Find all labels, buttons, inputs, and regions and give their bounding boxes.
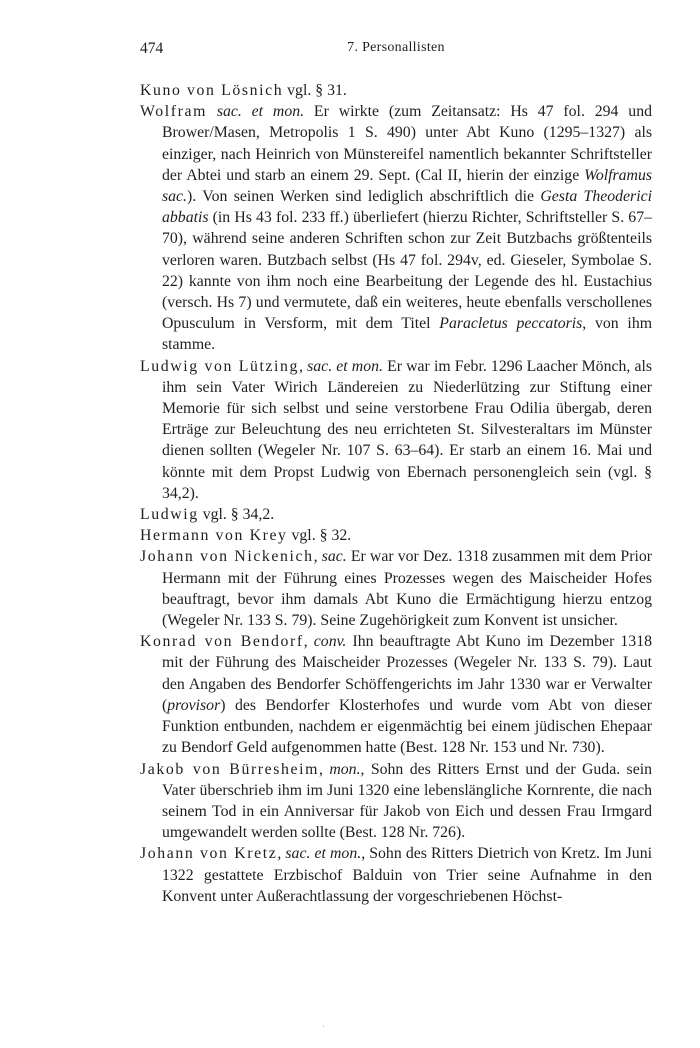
entry-konrad-von-bendorf	[140, 631, 652, 758]
entry-wolfram	[140, 101, 652, 355]
entry-name: Kuno von Lösnich	[140, 82, 284, 99]
page-number: 474	[140, 40, 164, 57]
entry-jakob-von-buerresheim	[140, 759, 652, 844]
entry-text: , Sohn des Ritters Ernst und der Guda. sein Vater überschrieb ihm im Juni 1320 eine lebenslängliche Kornrente, die nach seinem Tod in ein Anniversar für Jakob von Eich und dessen Frau Irmgard umgewandelt werden sollte (Best. 128 Nr. 726).	[162, 760, 652, 842]
entry-text: Er wirkte (zum Zeitansatz: Hs 47 fol. 294 und Brower/Masen, Metropolis 1 S. 490) unter Abt Kuno (1295–1327) als einziger, nach Heinrich von Münstereifel namentlich bekannter Schriftsteller der Abtei und starb an einem 29. Sept. (Cal II, hierin der einzige	[162, 103, 652, 184]
entry-text: ,	[303, 633, 314, 651]
entry-status: mon.	[329, 760, 361, 778]
scan-speck: ·	[322, 1022, 325, 1031]
entry-work-title: Paracletus peccatoris	[439, 315, 583, 333]
running-head: 7. Personallisten	[347, 40, 445, 55]
entry-name: Jakob von Bürresheim	[140, 760, 320, 778]
entry-text: (in Hs 43 fol. 233 ff.) überliefert (hierzu Richter, Schriftsteller S. 67–70), während seine anderen Schriften schon zur Zeit Butzbachs größtenteils verloren waren. Butzbach selbst (Hs 47 fol. 294v, ed. Gieseler, Symbolae S. 22) kannte von ihm noch eine Bearbeitung der Legende des hl. Eustachius (versch. Hs 7) und vermutete, daß ein weiteres, heute ebenfalls verschollenes Opusculum in Versform, mit dem Titel	[162, 209, 652, 333]
entry-work-title: Gesta Theoderici abbatis	[162, 188, 652, 227]
entry-johann-von-kretz	[140, 843, 652, 907]
entry-status: sac. et mon.	[216, 103, 305, 121]
entry-name: Johann von Nickenich	[140, 548, 314, 566]
entry-text: ). Von seinen Werken sind lediglich abschriftlich die	[187, 188, 541, 206]
entry-status: conv.	[313, 633, 347, 651]
entry-text: vgl. § 34,2.	[198, 506, 275, 524]
entry-text: Er war im Febr. 1296 Laacher Mönch, als ihm sein Vater Wirich Ländereien zu Niederlützing zur Stiftung einer Memorie für sich selbst und seine verstorbene Frau Odilia übergab, deren Erträge zur Beleuchtung des neu errichteten St. Silvesteraltars im Münster dienen sollten (Wegeler Nr. 107 S. 63–64). Er starb an einem 16. Mai und könnte mit dem Propst Ludwig von Ebernach personengleich sein (vgl. § 34,2).	[162, 357, 653, 502]
body-text	[140, 80, 652, 907]
entry-text: Er war vor Dez. 1318 zusammen mit dem Prior Hermann mit der Führung eines Prozesses wegen des Maischeider Hofes beauftragt, bevor ihm damals Abt Kuno die Ermächtigung hierzu entzog (Wegeler Nr. 133 S. 79). Seine Zugehörigkeit zum Konvent ist unsicher.	[162, 548, 652, 630]
entry-italic-term: Wolframus sac.	[162, 166, 652, 206]
entry-status: sac. et mon.	[307, 357, 383, 375]
entry-status: sac. et mon.	[285, 845, 362, 863]
entry-status: sac.	[321, 548, 347, 566]
entry-name: Johann von Kretz	[140, 845, 278, 863]
entry-text	[207, 103, 217, 120]
entry-text: vgl. § 32.	[287, 527, 352, 545]
entry-text: ) des Bendorfer Klosterhofes und wurde vom Abt von dieser Funktion entbunden, nachdem er eigenmächtig bei einem jüdischen Ehepaar zu Bendorf Geld aufgenommen hatte (Best. 128 Nr. 153 und Nr. 730).	[162, 696, 652, 757]
entry-name: Ludwig von Lützing	[140, 357, 300, 375]
entry-name: Hermann von Krey	[140, 527, 288, 545]
entry-name: Konrad von Bendorf	[140, 633, 304, 651]
entry-italic-term: provisor	[167, 696, 221, 714]
entry-hermann-von-krey	[140, 525, 652, 546]
entry-ludwig	[140, 504, 652, 525]
entry-text: , von ihm stamme.	[162, 315, 653, 354]
entry-text: ,	[277, 845, 286, 863]
entry-name: Ludwig	[140, 506, 199, 524]
entry-text: vgl. § 31.	[283, 82, 347, 99]
entry-text: ,	[299, 357, 308, 375]
entry-text: Ihn beauftragte Abt Kuno im Dezember 1318 mit der Führung des Maischeider Prozesses (Wegeler Nr. 133 S. 79). Laut den Angaben des Bendorfer Schöffengerichts im Jahr 1330 war er Verwalter (	[162, 633, 652, 714]
entry-name: Wolfram	[140, 103, 207, 121]
entry-text: ,	[319, 760, 330, 778]
entry-text: , Sohn des Ritters Dietrich von Kretz. Im Juni 1322 gestattete Erzbischof Balduin von Trier seine Aufnahme in den Konvent unter Außerachtlassung der vorgeschriebenen Höchst-	[162, 845, 652, 905]
entry-johann-von-nickenich	[140, 546, 652, 631]
entry-kuno-von-loesnich	[140, 80, 652, 101]
page-header	[140, 40, 652, 60]
entry-ludwig-von-luetzing	[140, 356, 652, 504]
entry-text: ,	[313, 548, 322, 566]
